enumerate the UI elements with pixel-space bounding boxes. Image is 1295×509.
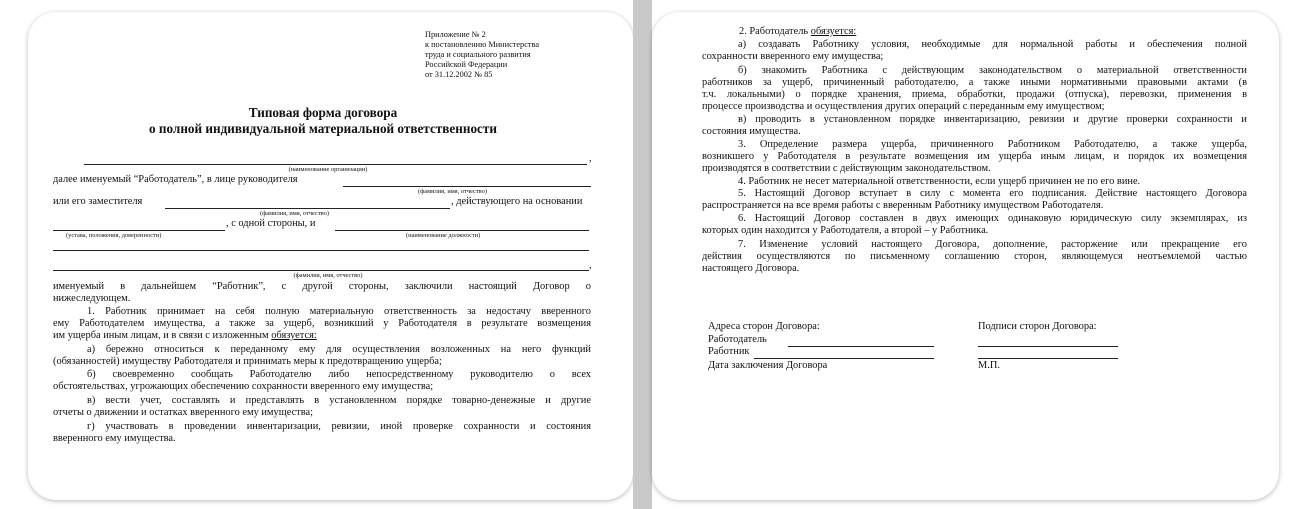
date-label: Дата заключения Договора xyxy=(708,360,828,371)
worker-label: Работник xyxy=(708,346,750,357)
appendix-line: от 31.12.2002 № 85 xyxy=(425,70,493,79)
signatures-label: Подписи сторон Договора: xyxy=(978,321,1097,332)
signature-line xyxy=(978,346,1118,347)
paragraph-line: работников за ущерб, причиненный работодателю, а также иными нормативными правовыми актами (в xyxy=(702,77,1247,88)
paragraph-line: г) участвовать в проведении инвентаризации, ревизии, иной проверке сохранности и состояния xyxy=(87,421,591,432)
deputy-line-end: , действующего на основании xyxy=(451,196,583,207)
paragraph-line: 2. Работодатель обязуется: xyxy=(739,26,857,37)
employer-line: далее именуемый “Работодатель”, в лице руководителя xyxy=(53,174,298,185)
paragraph-line: б) знакомить Работника с действующим законодательством о материальной ответственности xyxy=(738,65,1247,76)
field-caption: (фамилия, имя, отчество) xyxy=(293,272,363,279)
field-caption: (наименование должности) xyxy=(406,232,481,239)
paragraph-line: в) вести учет, составлять и представлять в установленном порядке товарно-денежные и другие xyxy=(87,395,591,406)
field-caption: (наименование организации) xyxy=(288,166,368,173)
underlined-word: обязуется: xyxy=(810,26,857,37)
paragraph-line: действия осуществляются по письменному соглашению сторон, являющемуся неотъемлемой частью xyxy=(702,251,1247,262)
paragraph-line: (обязанностей) имуществу Работодателя и принимать меры к предотвращению ущерба; xyxy=(53,356,442,367)
blank-line xyxy=(754,358,934,359)
employer-label: Работодатель xyxy=(708,334,767,345)
paragraph-line: сохранности вверенного ему имущества; xyxy=(702,51,884,62)
underlined-word: обязуется: xyxy=(271,330,317,341)
paragraph-line: состояния имущества. xyxy=(702,126,801,137)
paragraph-line: настоящего Договора. xyxy=(702,263,800,274)
paragraph-line: 7. Изменение условий настоящего Договора, дополнение, расторжение или прекращение его xyxy=(738,239,1247,250)
paragraph-line: ему Работодателем имущества, а также за ущерб, возникший у Работодателя в результате возмещения xyxy=(53,318,591,329)
one-side-text: , с одной стороны, и xyxy=(226,218,316,229)
document-page-left xyxy=(28,12,633,500)
paragraph-line: которых один находится у Работодателя, а второй – у Работника. xyxy=(702,225,989,236)
paragraph-line: вверенного ему имущества. xyxy=(53,433,176,444)
paragraph-line: нижеследующем. xyxy=(53,293,131,304)
addresses-label: Адреса сторон Договора: xyxy=(708,321,820,332)
paragraph-line: распространяется на все время работы с вверенным Работнику имуществом Работодателя. xyxy=(702,200,1104,211)
paragraph-line: 4. Работник не несет материальной ответственности, если ущерб причинен не по его вине. xyxy=(738,176,1141,187)
blank-line xyxy=(53,270,589,271)
appendix-line: к постановлению Министерства xyxy=(425,40,540,49)
signature-line xyxy=(978,358,1118,359)
field-caption: (фамилия, имя, отчество) xyxy=(260,210,329,217)
paragraph-line: процессе производства и осуществления других операций с переданным ему имуществом; xyxy=(702,101,1105,112)
paragraph-line: им ущерба иным лицам, и в связи с изложенным обязуется: xyxy=(53,330,317,341)
field-caption: (устава, положения, доверенности) xyxy=(66,232,162,239)
blank-line xyxy=(53,250,589,251)
comma: , xyxy=(589,153,592,164)
paragraph-line: 6. Настоящий Договор составлен в двух имеющих одинаковую юридическую силу экземплярах, из xyxy=(738,213,1247,224)
blank-line xyxy=(343,186,591,187)
paragraph-line: а) создавать Работнику условия, необходимые для нормальной работы и обеспечения полной xyxy=(738,39,1247,50)
blank-line xyxy=(53,230,225,231)
paragraph-line: а) бережно относиться к переданному ему для осуществления возложенных на него функций xyxy=(87,344,591,355)
page-gutter xyxy=(633,0,652,509)
paragraph-line: отчеты о движении и остатках вверенного ему имущества; xyxy=(53,407,313,418)
document-title: Типовая форма договора xyxy=(248,105,398,120)
blank-line xyxy=(84,164,587,165)
deputy-line: или его заместителя xyxy=(53,196,143,207)
stamp-label: М.П. xyxy=(978,360,1000,371)
paragraph-line: обстоятельствах, угрожающих обеспечению сохранности вверенного ему имущества; xyxy=(53,381,434,392)
field-caption: (фамилия, имя, отчество) xyxy=(418,188,487,195)
paragraph-line: в) проводить в установленном порядке инвентаризацию, ревизии и другие проверки сохранности и xyxy=(738,114,1247,125)
blank-line xyxy=(788,346,934,347)
document-page-right xyxy=(652,12,1279,500)
paragraph-line: 5. Настоящий Договор вступает в силу с момента его подписания. Действие настоящего Договора xyxy=(738,188,1247,199)
paragraph-line: б) своевременно сообщать Работодателю либо непосредственному руководителю о всех xyxy=(87,369,591,380)
paragraph-line: производятся в соответствии с действующим законодательством. xyxy=(702,163,991,174)
blank-line xyxy=(335,230,589,231)
paragraph-line: именуемый в дальнейшем “Работник”, с другой стороны, заключили настоящий Договор о xyxy=(53,281,591,292)
appendix-line: Приложение № 2 xyxy=(425,30,486,39)
paragraph-line: 3. Определение размера ущерба, причиненного Работником Работодателю, а также ущерба, xyxy=(738,139,1247,150)
appendix-line: труда и социального развития xyxy=(425,50,531,59)
paragraph-line: т.ч. локальными) о порядке хранения, приема, обработки, продажи (отпуска), перевозки, применения в xyxy=(702,89,1247,100)
appendix-line: Российской Федерации xyxy=(425,60,508,69)
document-title: о полной индивидуальной материальной ответственности xyxy=(149,121,497,136)
paragraph-line: возникшего у Работодателя в результате возмещения им ущерба иным лицам, и порядок их возмещения xyxy=(702,151,1247,162)
comma: , xyxy=(589,260,592,271)
blank-line xyxy=(165,208,450,209)
paragraph-line: 1. Работник принимает на себя полную материальную ответственность за недостачу вверенного xyxy=(87,306,591,317)
